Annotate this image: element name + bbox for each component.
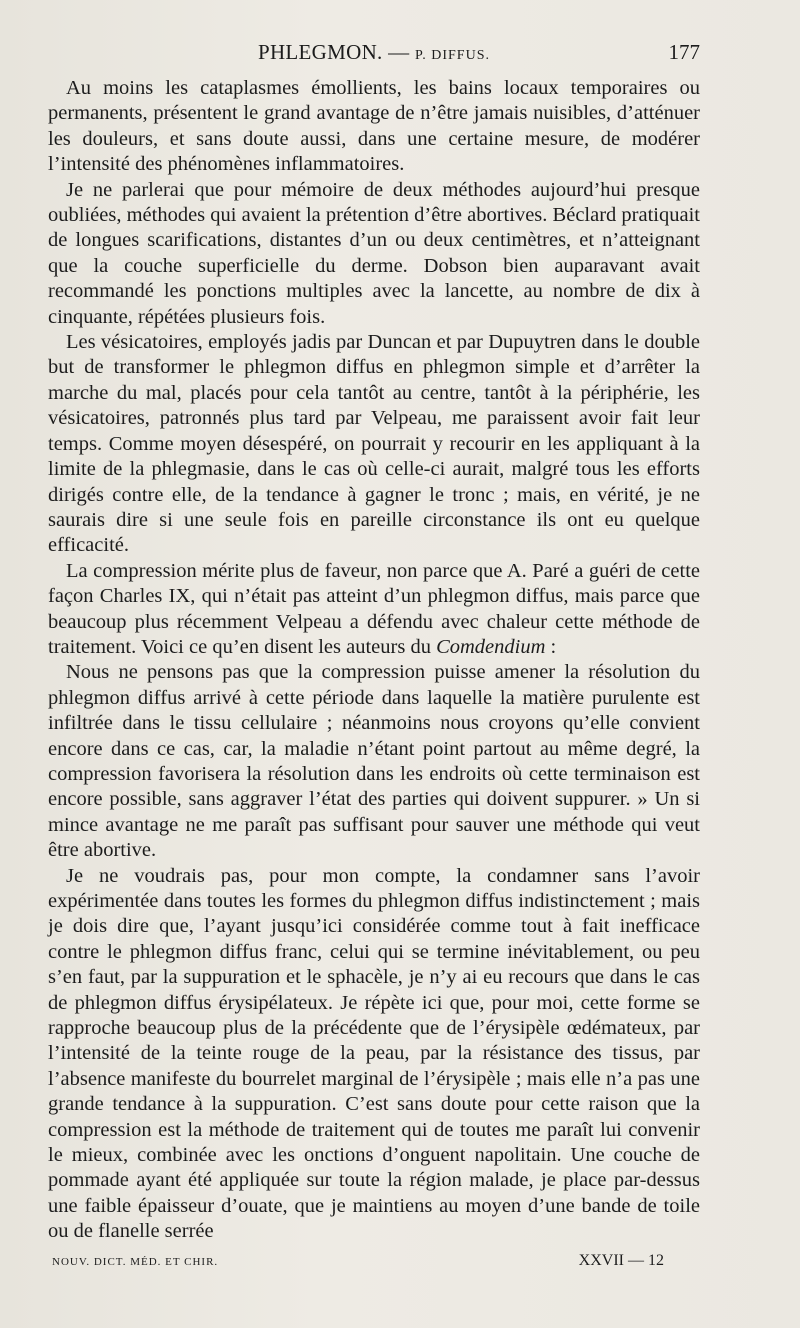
running-title-sub: P. DIFFUS. xyxy=(415,48,490,63)
paragraph-1: Au moins les cataplasmes émollients, les bains locaux temporaires ou permanents, présentent le grand avantage de n’être jamais nuisibles, d’atténuer les douleurs, et sans doute aussi, dans une certaine mesure, de modérer l’intensité des phénomènes inflammatoires. xyxy=(48,77,700,176)
page-footer xyxy=(52,1252,664,1276)
compendium-title: Comdendium xyxy=(436,635,546,658)
printer-signature: NOUV. DICT. MÉD. ET CHIR. xyxy=(52,1256,219,1268)
running-title xyxy=(48,40,700,65)
paragraph-5-quotation: Nous ne pensons pas que la compression puisse amener la résolution du phlegmon diffus arrivé à cette période dans laquelle la matière purulente est infiltrée dans le tissu cellulaire ; néanmoins nous croyons qu’elle convient encore dans ce cas, car, la maladie n’étant point partout au même degré, la compression favorisera la résolution dans les endroits où cette terminaison est encore possible, sans aggraver l’état des parties qui doivent suppurer. » Un si mince avantage ne me paraît pas suffisant pour sauver une méthode qui veut être abortive. xyxy=(48,661,700,862)
paragraph-3: Les vésicatoires, employés jadis par Duncan et par Dupuytren dans le double but de transformer le phlegmon diffus en phlegmon simple et d’arrêter la marche du mal, placés pour cela tantôt au centre, tantôt à la périphérie, les vésicatoires, patronnés plus tard par Velpeau, me paraissent avoir fait leur temps. Comme moyen désespéré, on pourrait y recourir en les appliquant à la limite de la phlegmasie, dans le cas où celle-ci aurait, malgré tous les efforts dirigés contre elle, de la tendance à gagner le tronc ; mais, en vérité, je ne saurais dire si une seule fois en pareille circonstance ils ont eu quelque efficacité. xyxy=(48,331,700,557)
paragraph-4 xyxy=(48,559,700,661)
running-header xyxy=(48,40,700,70)
paragraph-2: Je ne parlerai que pour mémoire de deux méthodes aujourd’hui presque oubliées, méthodes qui avaient la prétention d’être abortives. Béclard pratiquait de longues scarifications, distantes d’un ou deux centimètres, et n’atteignant que la couche superficielle du derme. Dobson bien auparavant avait recommandé les ponctions multiples avec la lancette, au nombre de dix à cinquante, répétées plusieurs fois. xyxy=(48,178,700,328)
signature-mark: XXVII — 12 xyxy=(578,1252,664,1269)
page-number: 177 xyxy=(668,40,700,64)
paragraph-4-end: : xyxy=(545,635,557,658)
paragraph-4-text: La compression mérite plus de faveur, non parce que A. Paré a guéri de cette façon Charles IX, qui n’était pas atteint d’un phlegmon diffus, mais parce que beaucoup plus récemment Velpeau a défendu avec chaleur cette méthode de traitement. Voici ce qu’en disent les auteurs du xyxy=(48,559,700,658)
body-text xyxy=(48,76,700,1245)
paragraph-6: Je ne voudrais pas, pour mon compte, la condamner sans l’avoir expérimentée dans toutes les formes du phlegmon diffus indistinctement ; mais je dois dire que, l’ayant jusqu’ici considérée comme tout à fait inefficace contre le phlegmon diffus franc, celui qui se termine inévitablement, ou peu s’en faut, par la suppuration et le sphacèle, je n’y ai eu recours que dans le cas de phlegmon diffus érysipélateux. Je répète ici que, pour moi, cette forme se rapproche beaucoup plus de la précédente que de l’érysipèle œdémateux, par l’intensité de la teinte rouge de la peau, par la résistance des tissus, par l’absence manifeste du bourrelet marginal de l’érysipèle ; mais elle n’a pas une grande tendance à la suppuration. C’est sans doute pour cette raison que la compression est la méthode de traitement qui de toutes me paraît lui convenir le mieux, combinée avec les onctions d’onguent napolitain. Une couche de pommade ayant été appliquée sur toute la région malade, je place par-dessus une faible épaisseur d’ouate, que je maintiens au moyen d’une bande de toile ou de flanelle serrée xyxy=(48,864,700,1243)
running-title-main: PHLEGMON. — xyxy=(257,40,416,64)
